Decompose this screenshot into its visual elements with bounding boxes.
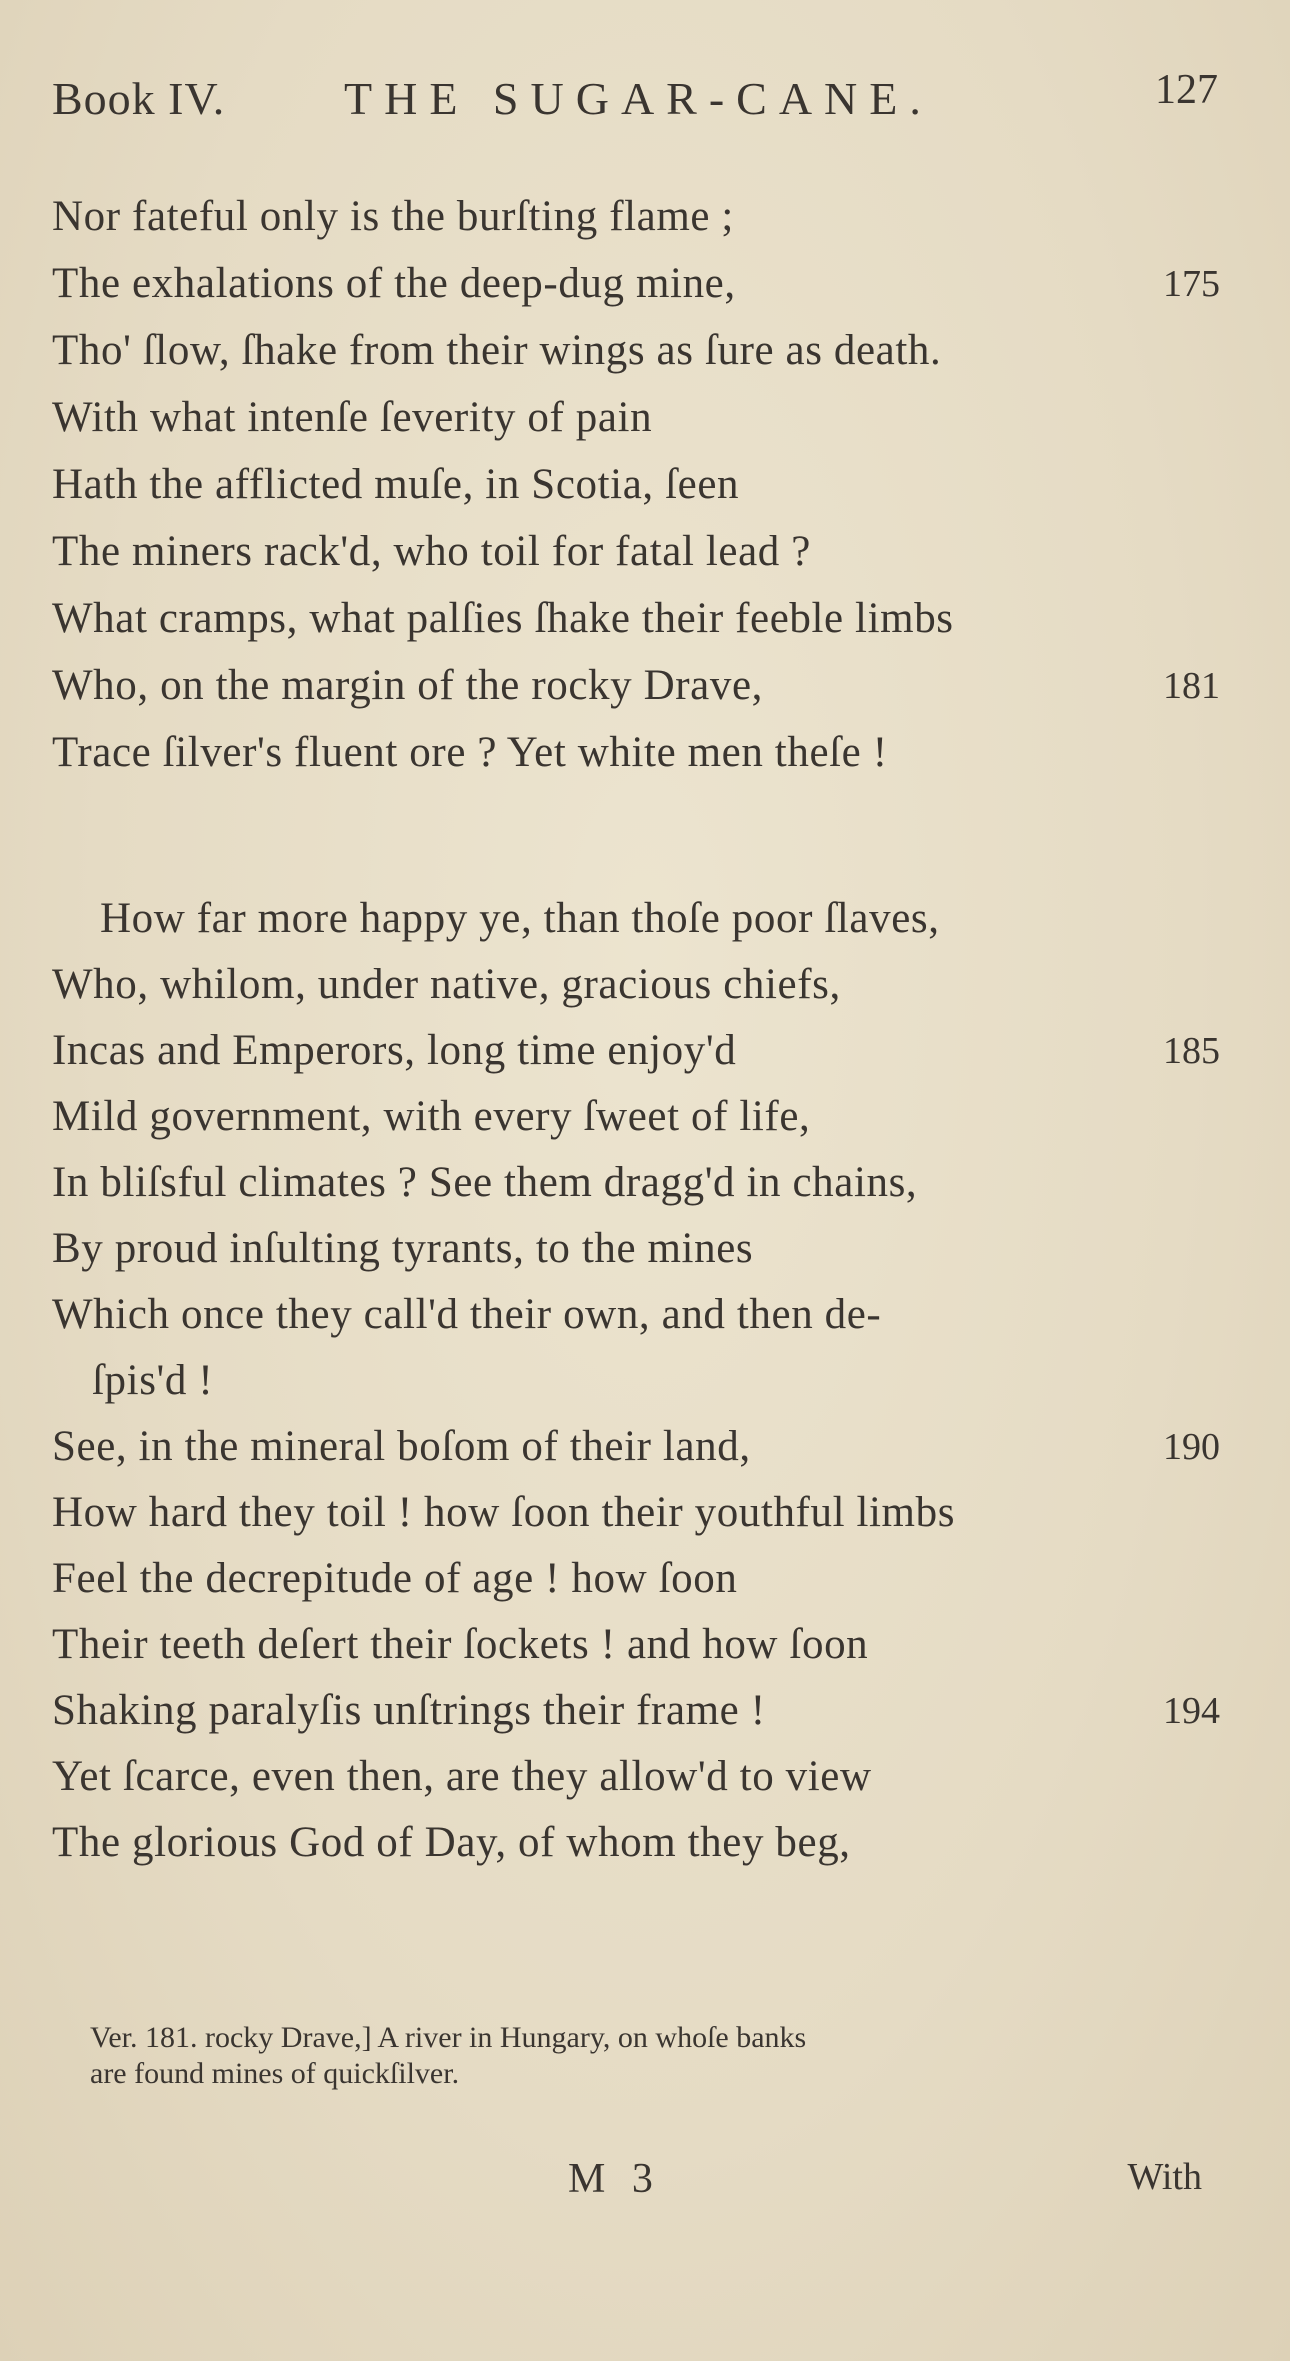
verse-line: Nor fateful only is the burſting flame ;: [52, 193, 734, 240]
work-title: THE SUGAR-CANE.: [344, 73, 933, 124]
footnote-line: are found mines of quickſilver.: [90, 2057, 460, 2090]
line-number: 185: [1163, 1030, 1220, 1072]
verse-line: How hard they toil ! how ſoon their youthful limbs: [52, 1489, 956, 1536]
verse-line: The exhalations of the deep-dug mine,: [52, 260, 736, 307]
verse-line: What cramps, what palſies ſhake their feeble limbs: [52, 595, 954, 642]
verse-line: Hath the afflicted muſe, in Scotia, ſeen: [52, 461, 740, 508]
verse-line: Shaking paralyſis unſtrings their frame !: [52, 1687, 766, 1734]
verse-line: By proud inſulting tyrants, to the mines: [52, 1225, 754, 1272]
verse-line: ſpis'd !: [92, 1357, 214, 1404]
line-number: 190: [1163, 1426, 1220, 1468]
verse-line: Yet ſcarce, even then, are they allow'd to view: [52, 1753, 872, 1800]
verse-line: Who, whilom, under native, gracious chiefs,: [52, 961, 841, 1008]
verse-line: The miners rack'd, who toil for fatal lead ?: [52, 528, 811, 575]
page-number: 127: [1155, 67, 1218, 113]
verse-line: Mild government, with every ſweet of life,: [52, 1093, 811, 1140]
verse-line: How far more happy ye, than thoſe poor ſlaves,: [100, 895, 940, 942]
footnote: [90, 2020, 1220, 2092]
book-label: Book IV.: [52, 73, 226, 124]
line-number: 181: [1163, 665, 1220, 707]
verse-line: Which once they call'd their own, and then de-: [52, 1291, 882, 1338]
verse-line: Feel the decrepitude of age ! how ſoon: [52, 1555, 738, 1602]
verse-line: Trace ſilver's fluent ore ? Yet white men theſe !: [52, 729, 888, 776]
signature-mark: M 3: [568, 2156, 661, 2202]
verse-line: Who, on the margin of the rocky Drave,: [52, 662, 763, 709]
verse-line: See, in the mineral boſom of their land,: [52, 1423, 751, 1470]
line-number: 175: [1163, 263, 1220, 305]
verse-line: Incas and Emperors, long time enjoy'd: [52, 1027, 737, 1074]
verse-line: Their teeth deſert their ſockets ! and how ſoon: [52, 1621, 869, 1668]
verse-line: In bliſsful climates ? See them dragg'd in chains,: [52, 1159, 918, 1206]
catchword: With: [1127, 2156, 1202, 2198]
running-head: [52, 67, 1218, 152]
footnote-line: Ver. 181. rocky Drave,] A river in Hungary, on whoſe banks: [90, 2021, 807, 2054]
verse-line: Tho' ſlow, ſhake from their wings as ſure as death.: [52, 327, 942, 374]
line-number: 194: [1163, 1690, 1220, 1732]
verse-line: With what intenſe ſeverity of pain: [52, 394, 653, 441]
verse-line: The glorious God of Day, of whom they beg,: [52, 1819, 851, 1866]
